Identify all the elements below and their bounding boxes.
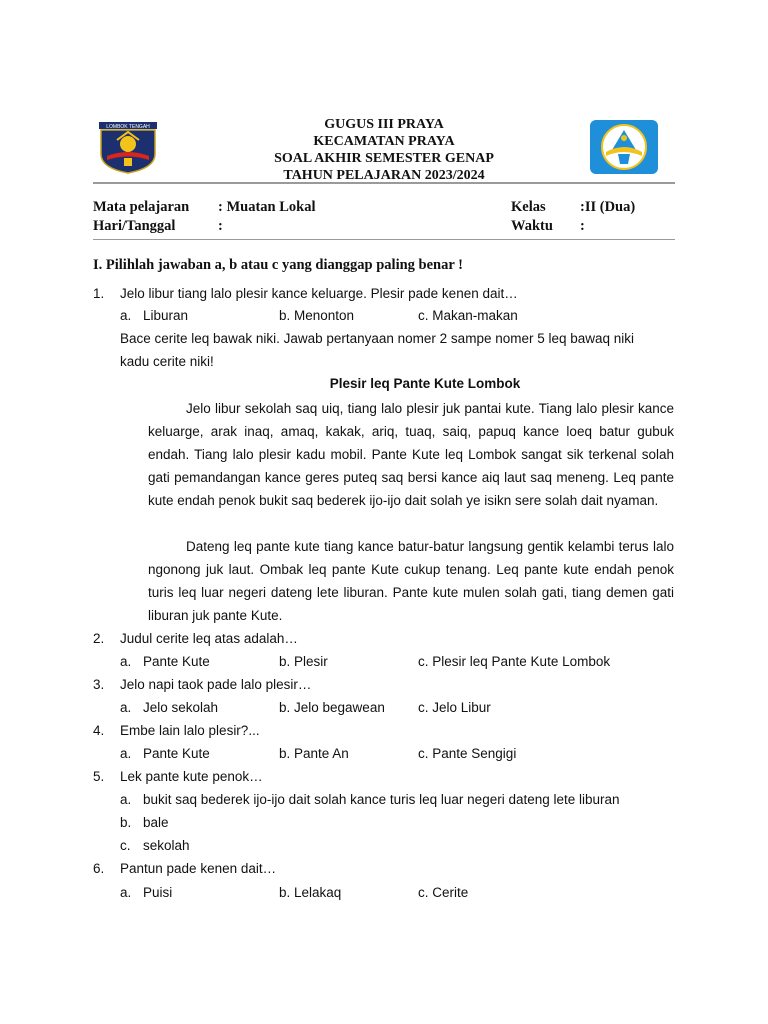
- story-title: Plesir leq Pante Kute Lombok: [329, 376, 521, 391]
- option-c: c. Makan-makan: [418, 308, 518, 323]
- question-number: 6.: [93, 861, 105, 876]
- option-c: c. Pante Sengigi: [418, 746, 517, 761]
- question-number: 3.: [93, 677, 105, 692]
- option-label-b: b.: [120, 815, 132, 830]
- section-title: I. Pilihlah jawaban a, b atau c yang dianggap paling benar !: [93, 257, 463, 273]
- question-number: 5.: [93, 769, 105, 784]
- option-b: b. Pante An: [279, 746, 349, 761]
- option-label-a: a.: [120, 885, 132, 900]
- instruction-line-2: kadu cerite niki!: [120, 354, 214, 369]
- option-b: b. Menonton: [279, 308, 355, 323]
- question-number: 2.: [93, 631, 105, 646]
- option-a: Liburan: [143, 308, 189, 323]
- class-label: Kelas: [511, 199, 546, 215]
- question-text: Jelo libur tiang lalo plesir kance keluarge. Plesir pade kenen dait…: [120, 286, 518, 301]
- header-line-4: TAHUN PELAJARAN 2023/2024: [283, 168, 485, 183]
- story-paragraph-1: Jelo libur sekolah saq uiq, tiang lalo plesir juk pantai kute. Tiang lalo plesir kance keluarge, arak inaq, amaq, kakak, ariq, tuaq, saiq, papuq kance loeq batur gubuk endah. Tiang lalo plesir kadu mobil. Pante Kute leq Lombok sangat sik terkenal solah gati pemandangan kance geres puteq saq bersi kance aiq laut saq meneng. Leq pante kute endah penok bukit saq bederek ijo-ijo dait solah ye isikn sere solah dait nyaman.: [148, 401, 674, 508]
- story-paragraph-2: Dateng leq pante kute tiang kance batur-batur langsung gentik kelambi terus lalo ngonong juk laut. Ombak leq pante Kute cukup tenang. Leq pante kute endah penok turis leq luar negeri dateng lete liburan. Pante kute mulen solah gati, tiang demen gati liburan juk pante Kute.: [148, 539, 674, 623]
- option-a: Pante Kute: [143, 654, 210, 669]
- instruction-line-1: Bace cerite leq bawak niki. Jawab pertanyaan nomer 2 sampe nomer 5 leq bawaq niki: [120, 331, 635, 346]
- question-text: Lek pante kute penok…: [120, 769, 263, 784]
- question-number: 1.: [93, 286, 105, 301]
- time-value: :: [580, 218, 585, 234]
- header-divider: [93, 182, 675, 184]
- option-label-a: a.: [120, 654, 132, 669]
- option-b: b. Lelakaq: [279, 885, 342, 900]
- time-label: Waktu: [511, 218, 553, 234]
- option-b: b. Jelo begawean: [279, 700, 385, 715]
- option-a: Puisi: [143, 885, 173, 900]
- subject-value: : Muatan Lokal: [218, 199, 316, 215]
- option-label-a: a.: [120, 308, 132, 323]
- question-text: Jelo napi taok pade lalo plesir…: [120, 677, 312, 692]
- option-b: b. Plesir: [279, 654, 328, 669]
- question-number: 4.: [93, 723, 105, 738]
- class-value: :II (Dua): [580, 199, 636, 215]
- option-a: bukit saq bederek ijo-ijo dait solah kance turis leq luar negeri dateng lete liburan: [143, 792, 620, 807]
- question-text: Judul cerite leq atas adalah…: [120, 631, 298, 646]
- option-label-a: a.: [120, 700, 132, 715]
- svg-text:LOMBOK TENGAH: LOMBOK TENGAH: [106, 124, 150, 130]
- option-c: sekolah: [143, 838, 190, 853]
- option-b: bale: [143, 815, 169, 830]
- question-text: Pantun pade kenen dait…: [120, 861, 277, 876]
- option-a: Jelo sekolah: [143, 700, 219, 715]
- info-divider: [93, 239, 675, 240]
- date-value: :: [218, 218, 223, 234]
- subject-label: Mata pelajaran: [93, 199, 190, 215]
- header-line-2: KECAMATAN PRAYA: [313, 134, 455, 149]
- option-c: c. Plesir leq Pante Kute Lombok: [418, 654, 611, 669]
- option-c: c. Jelo Libur: [418, 700, 491, 715]
- option-c: c. Cerite: [418, 885, 469, 900]
- question-text: Embe lain lalo plesir?...: [120, 723, 260, 738]
- header-line-1: GUGUS III PRAYA: [324, 117, 444, 132]
- option-a: Pante Kute: [143, 746, 210, 761]
- tut-wuri-handayani-logo: [588, 118, 660, 176]
- option-label-a: a.: [120, 792, 132, 807]
- date-label: Hari/Tanggal: [93, 218, 176, 234]
- header-line-3: SOAL AKHIR SEMESTER GENAP: [274, 151, 494, 166]
- option-label-a: a.: [120, 746, 132, 761]
- option-label-c: c.: [120, 838, 131, 853]
